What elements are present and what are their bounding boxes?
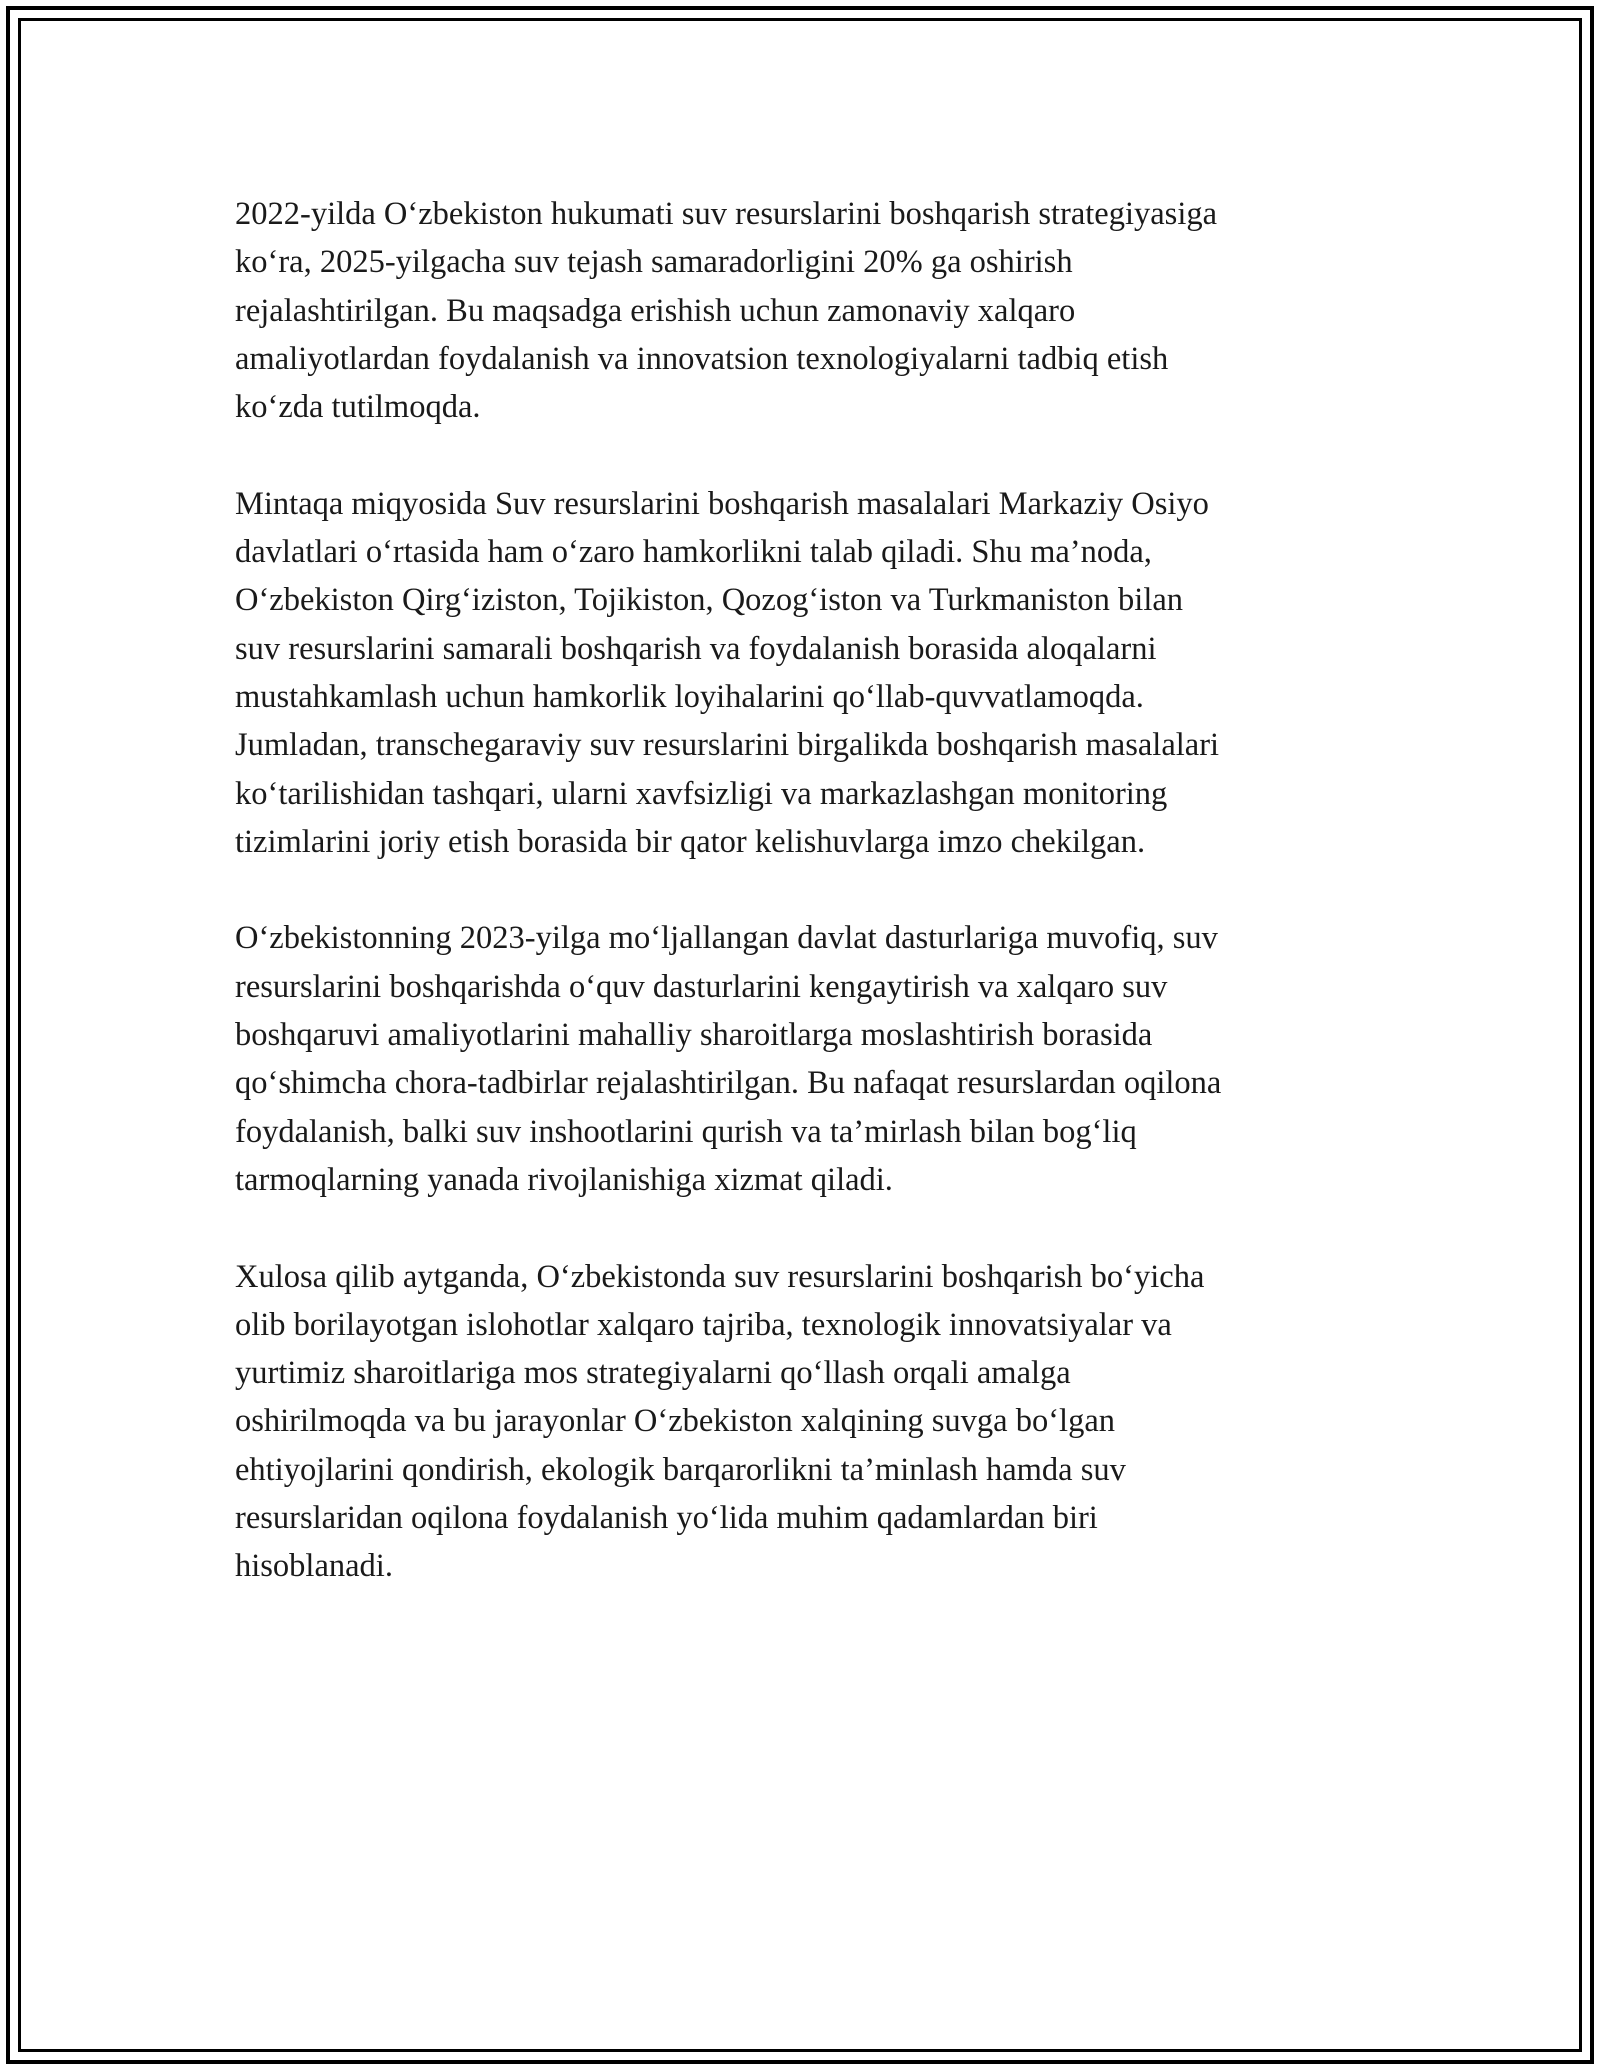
paragraph-conclusion: Xulosa qilib aytganda, O‘zbekistonda suv resurslarini boshqarish bo‘yicha olib borilayotgan islohotlar xalqaro tajriba, texnologik innovatsiyalar va yurtimiz sharoitlariga mos strategiyalarni qo‘llash orqali amalga oshirilmoqda va bu jarayonlar O‘zbekiston xalqining suvga bo‘lgan ehtiyojlarini qondirish, ekologik barqarorlikni ta’minlash hamda suv resurslaridan oqilona foydalanish yo‘lida muhim qadamlardan biri hisoblanadi. xyxy=(235,1258,1205,1585)
paragraph-regional-cooperation: Mintaqa miqyosida Suv resurslarini boshqarish masalalari Markaziy Osiyo davlatlari o‘rtasida ham o‘zaro hamkorlikni talab qiladi. Shu ma’noda, O‘zbekiston Qirg‘iziston, Tojikiston, Qozog‘iston va Turkmaniston bilan suv resurslarini samarali boshqarish va foydalanish borasida aloqalarni mustahkamlash uchun hamkorlik loyihalarini qo‘llab-quvvatlamoqda. Jumladan, transchegaraviy suv resurslarini birgalikda boshqarish masalalari ko‘tarilishidan tashqari, ularni xavfsizligi va markazlashgan monitoring tizimlarini joriy etish borasida bir qator kelishuvlarga imzo chekilgan. xyxy=(235,485,1220,860)
paragraph-water-strategy-2022: 2022-yilda O‘zbekiston hukumati suv resurslarini boshqarish strategiyasiga ko‘ra, 2025-yilgacha suv tejash samaradorligini 20% ga oshirish rejalashtirilgan. Bu maqsadga erishish uchun zamonaviy xalqaro amaliyotlardan foydalanish va innovatsion texnologiyalarni tadbiq etish ko‘zda tutilmoqda. xyxy=(235,196,1218,426)
document-body xyxy=(235,190,1375,1639)
paragraph-state-programs-2023: O‘zbekistonning 2023-yilga mo‘ljallangan davlat dasturlariga muvofiq, suv resurslarini boshqarishda o‘quv dasturlarini kengaytirish va xalqaro suv boshqaruvi amaliyotlarini mahalliy sharoitlarga moslashtirish borasida qo‘shimcha chora-tadbirlar rejalashtirilgan. Bu nafaqat resurslardan oqilona foydalanish, balki suv inshootlarini qurish va ta’mirlash bilan bog‘liq tarmoqlarning yanada rivojlanishiga xizmat qiladi. xyxy=(235,920,1222,1198)
